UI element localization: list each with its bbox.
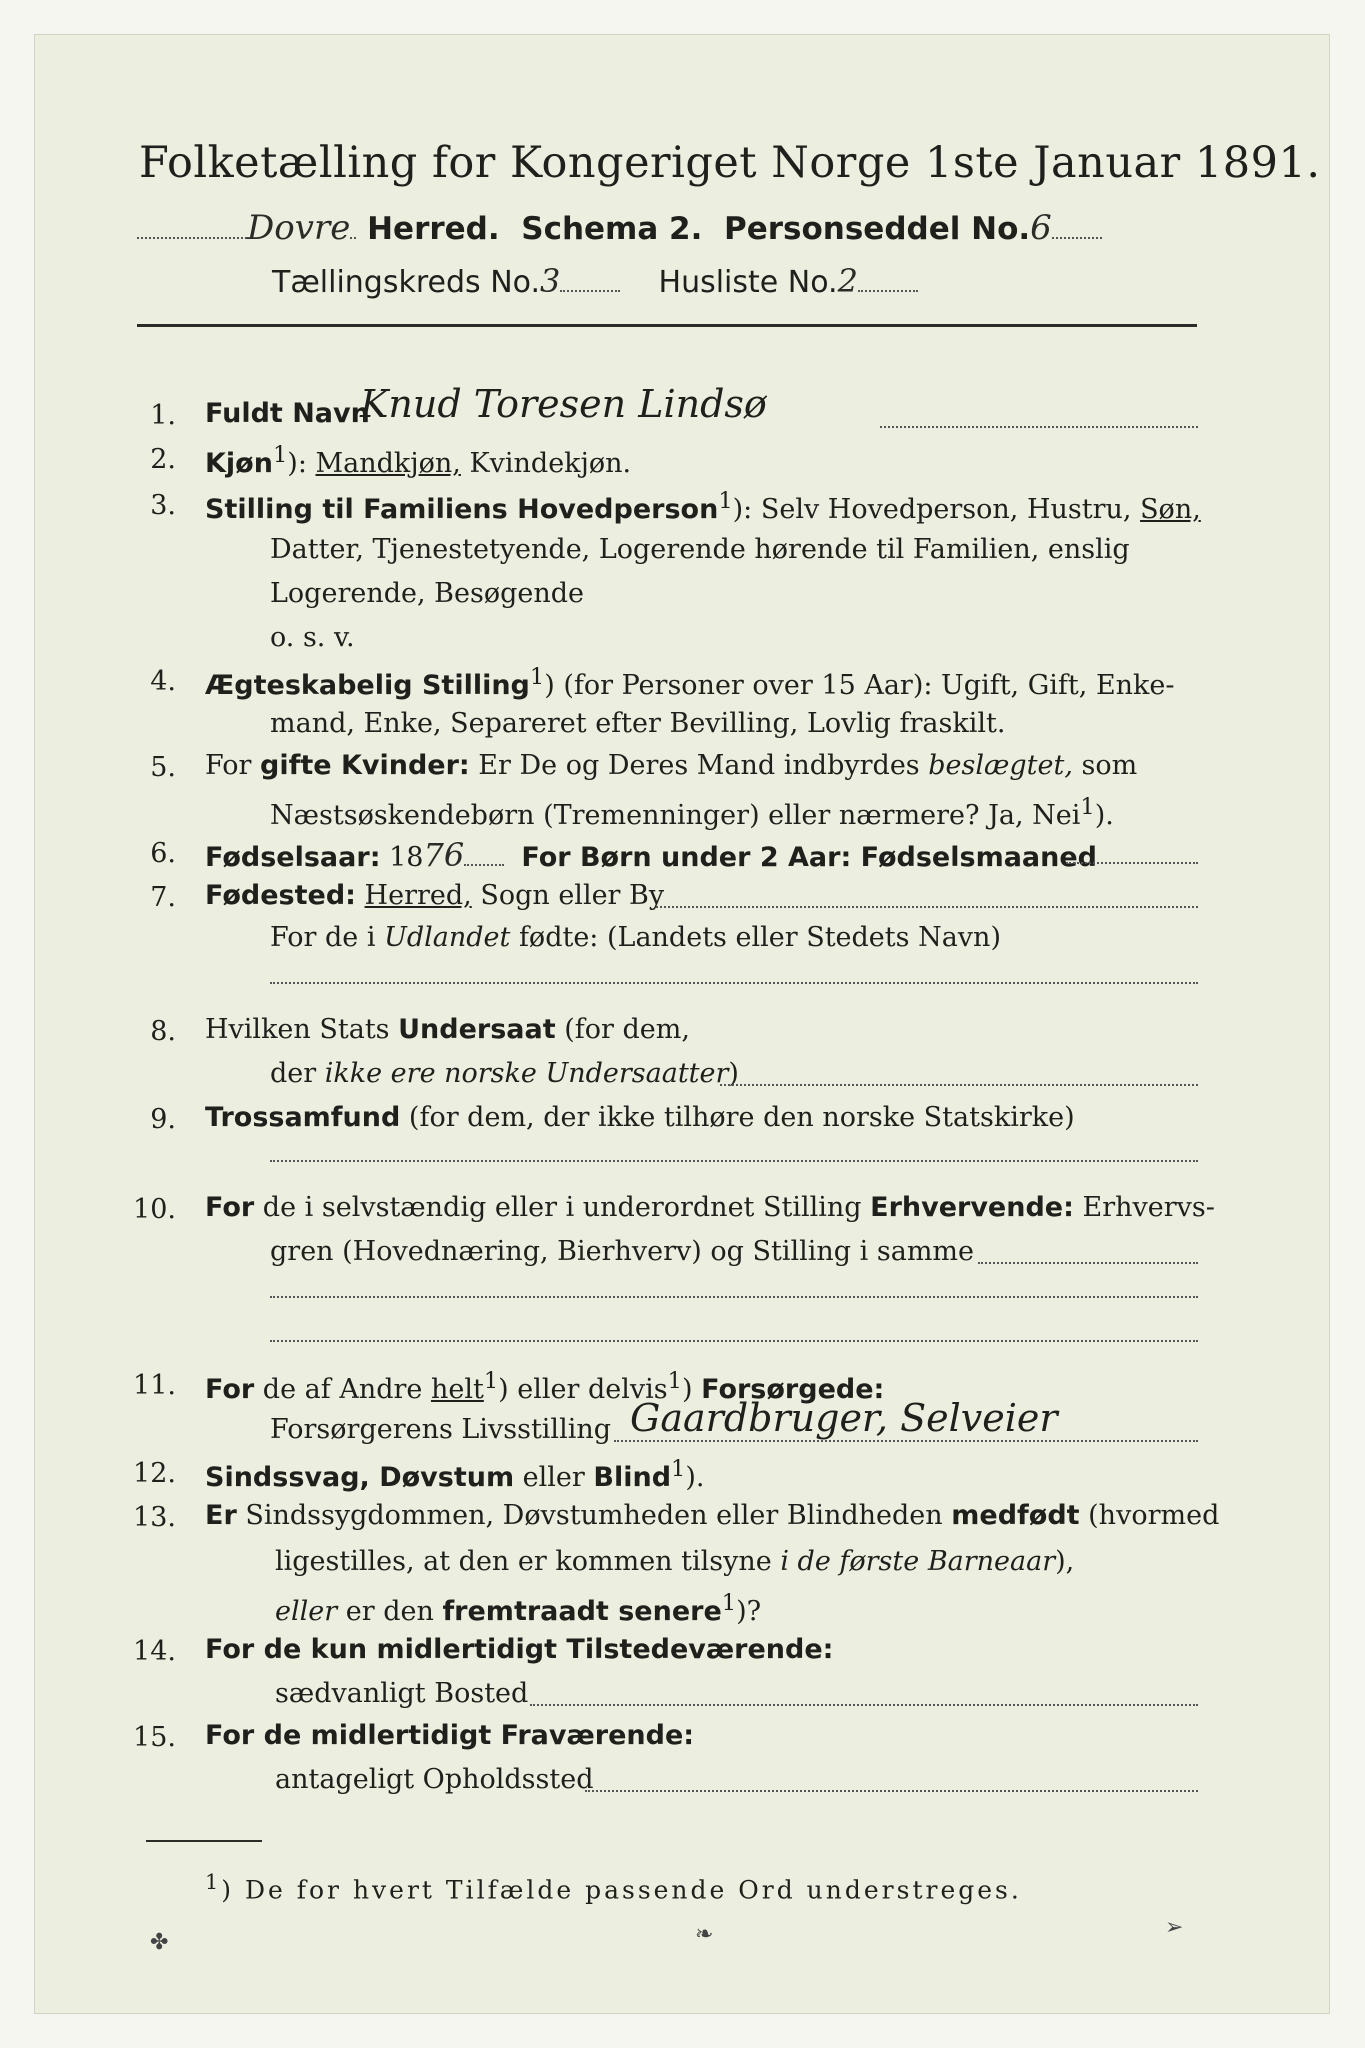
q13-line3: eller er den fremtraadt senere$^1$)? — [275, 1590, 762, 1627]
q6-text: Fødselsaar: 1876 For Børn under 2 Aar: Fødselsmaaned — [205, 836, 1098, 874]
corner-mark-left-icon: ✤ — [150, 1930, 169, 1955]
q10-number: 10. — [133, 1194, 176, 1225]
q6-number: 6. — [150, 838, 176, 869]
q3-line2: Datter, Tjenestetyende, Logerende hørende til Familien, enslig — [270, 534, 1130, 565]
q8-number: 8. — [150, 1016, 176, 1047]
q3-number: 3. — [150, 490, 176, 521]
q13-number: 13. — [133, 1502, 176, 1533]
q11-line2: Forsørgerens Livsstilling — [270, 1414, 612, 1445]
husliste-label: Husliste No. — [658, 265, 838, 300]
corner-mark-right-icon: ➢ — [1165, 1915, 1184, 1940]
q8-text: Hvilken Stats Undersaat (for dem, — [205, 1014, 690, 1045]
q11-number: 11. — [133, 1370, 176, 1401]
q6-value: 76 — [423, 836, 465, 874]
q11-text: For de af Andre helt$^1$) eller delvis$^1$) Forsørgede: — [205, 1368, 885, 1405]
husliste-value: 2 — [837, 262, 858, 300]
q14-number: 14. — [133, 1636, 176, 1667]
q12-text: Sindssvag, Døvstum eller Blind$^1$). — [205, 1456, 705, 1493]
q11-selected: helt — [430, 1374, 484, 1405]
q3-line4: o. s. v. — [270, 622, 355, 653]
kreds-value: 3 — [540, 262, 561, 300]
center-mark-icon: ❧ — [695, 1922, 714, 1947]
q15-line2: antageligt Opholdssted — [275, 1764, 594, 1795]
q15-label: For de midlertidigt Fraværende: — [205, 1720, 695, 1751]
q1-number: 1. — [150, 400, 176, 431]
q3-text: Stilling til Familiens Hovedperson$^1$): Selv Hovedperson, Hustru, Søn, — [205, 488, 1201, 525]
q7-selected: Herred, — [364, 880, 472, 911]
header-rule — [137, 324, 1197, 327]
form-title: Folketælling for Kongeriget Norge 1ste Januar 1891. — [139, 138, 1321, 188]
q5-line2: Næstsøskendebørn (Tremenninger) eller nærmere? Ja, Nei$^1$). — [270, 794, 1114, 831]
q2-number: 2. — [150, 444, 176, 475]
q1-label: Fuldt Navn — [205, 398, 370, 429]
q13-line2: ligestilles, at den er kommen tilsyne i de første Barneaar), — [275, 1546, 1075, 1577]
q13-text: Er Sindssygdommen, Døvstumheden eller Blindheden medfødt (hvormed — [205, 1500, 1220, 1531]
q9-text: Trossamfund (for dem, der ikke tilhøre den norske Statskirke) — [205, 1102, 1075, 1133]
q11-answer: Gaardbruger, Selveier — [630, 1396, 1058, 1440]
herred-label: Herred. — [367, 211, 500, 247]
footnote-rule — [146, 1840, 262, 1842]
footnote: $^1$) De for hvert Tilfælde passende Ord understreges. — [205, 1870, 1022, 1905]
q2-selected: Mandkjøn, — [315, 448, 461, 479]
q3-selected: Søn, — [1140, 494, 1201, 525]
q10-text: For de i selvstændig eller i underordnet Stilling Erhvervende: Erhvervs- — [205, 1192, 1215, 1223]
q5-text: For gifte Kvinder: Er De og Deres Mand indbyrdes beslægtet, som — [205, 750, 1138, 781]
q3-line3: Logerende, Besøgende — [270, 578, 584, 609]
q4-line2: mand, Enke, Separeret efter Bevilling, Lovlig fraskilt. — [270, 708, 1006, 739]
herred-value: Dovre — [247, 208, 351, 248]
q10-line2: gren (Hovednæring, Bierhverv) og Stilling i samme — [270, 1236, 975, 1267]
kreds-line — [272, 262, 918, 300]
q4-number: 4. — [150, 666, 176, 697]
q12-number: 12. — [133, 1458, 176, 1489]
herred-line — [137, 208, 1102, 248]
q7-text: Fødested: Herred, Sogn eller By — [205, 880, 665, 911]
q2-text: Kjøn$^1$): Mandkjøn, Kvindekjøn. — [205, 442, 632, 479]
q15-number: 15. — [133, 1722, 176, 1753]
q4-text: Ægteskabelig Stilling$^1$) (for Personer over 15 Aar): Ugift, Gift, Enke- — [205, 664, 1175, 701]
q7-number: 7. — [150, 882, 176, 913]
schema-label: Schema 2. — [521, 211, 703, 247]
q1-answer: Knud Toresen Lindsø — [360, 382, 767, 426]
q14-line2: sædvanligt Bosted — [275, 1678, 529, 1709]
q8-line2: der ikke ere norske Undersaatter) — [270, 1058, 739, 1089]
q9-number: 9. — [150, 1104, 176, 1135]
personseddel-label: Personseddel No. — [724, 211, 1031, 247]
q7-line2: For de i Udlandet fødte: (Landets eller Stedets Navn) — [270, 922, 1001, 953]
kreds-label: Tællingskreds No. — [272, 265, 540, 300]
q5-number: 5. — [150, 752, 176, 783]
personseddel-value: 6 — [1030, 208, 1052, 248]
q14-label: For de kun midlertidigt Tilstedeværende: — [205, 1634, 834, 1665]
